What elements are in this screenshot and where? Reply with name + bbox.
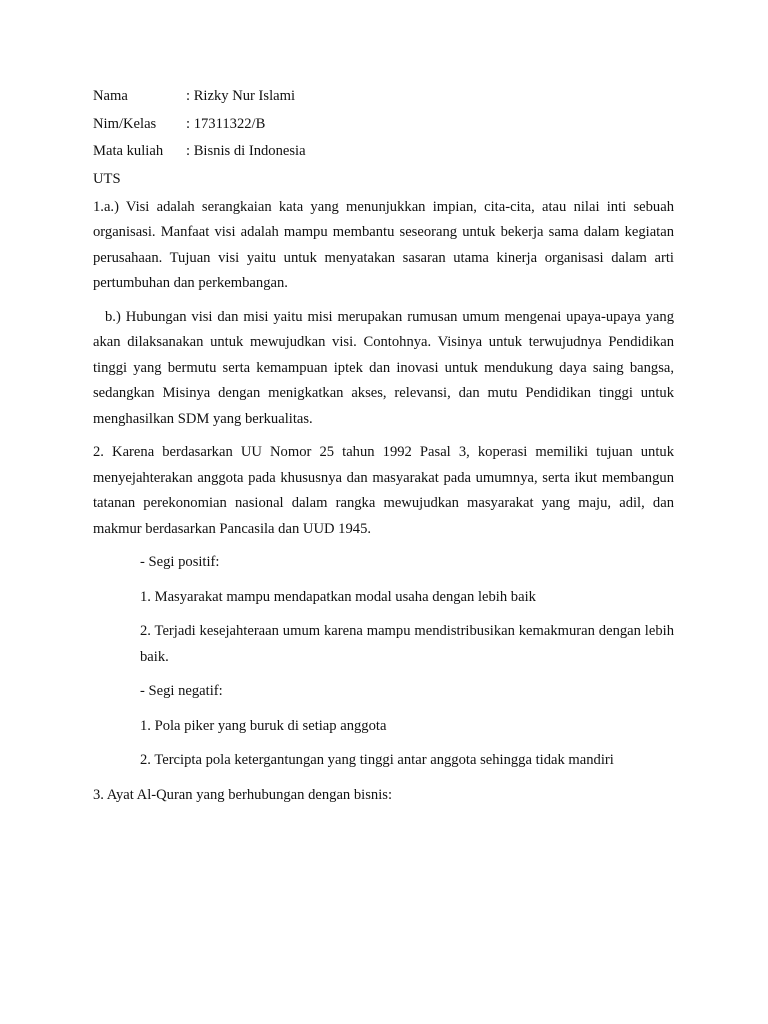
document-page bbox=[93, 86, 674, 808]
info-label: Nim/Kelas bbox=[93, 115, 157, 132]
info-label: Nama bbox=[93, 88, 128, 104]
info-label: Mata kuliah bbox=[93, 143, 164, 159]
info-value: : Bisnis di Indonesia bbox=[186, 143, 306, 159]
answer-2-points bbox=[140, 550, 674, 774]
list-item: 1. Pola piker yang buruk di setiap anggota bbox=[140, 717, 387, 734]
answer-1a: 1.a.) Visi adalah serangkaian kata yang menunjukkan impian, cita-cita, atau nilai inti sebuah organisasi. Manfaat visi adalah mampu membantu seseorang untuk bekerja sama dalam kegiatan perusahaan. Tujuan visi yaitu untuk menyatakan sasaran utama kinerja organisasi dalam arti pertumbuhan dan perkembangan. bbox=[93, 198, 674, 291]
positive-heading: - Segi positif: bbox=[140, 554, 220, 570]
list-item: 2. Terjadi kesejahteraan umum karena mampu mendistribusikan kemakmuran dengan lebih baik. bbox=[140, 623, 674, 665]
answer-2: 2. Karena berdasarkan UU Nomor 25 tahun 1992 Pasal 3, koperasi memiliki tujuan untuk menyejahterakan anggota pada khususnya dan masyarakat pada umumnya, serta ikut membangun tatanan perekonomian nasional dalam rangka mewujudkan masyarakat yang maju, adil, dan makmur berdasarkan Pancasila dan UUD 1945. bbox=[93, 444, 674, 537]
info-value: : 17311322/B bbox=[186, 115, 266, 132]
info-row-nim bbox=[93, 114, 674, 142]
list-item: 1. Masyarakat mampu mendapatkan modal usaha dengan lebih baik bbox=[140, 588, 536, 605]
info-value: : Rizky Nur Islami bbox=[186, 88, 296, 104]
answer-3: 3. Ayat Al-Quran yang berhubungan dengan bisnis: bbox=[93, 786, 392, 803]
negative-heading: - Segi negatif: bbox=[140, 683, 223, 699]
list-item: 2. Tercipta pola ketergantungan yang tinggi antar anggota sehingga tidak mandiri bbox=[140, 752, 614, 768]
answer-1b: b.) Hubungan visi dan misi yaitu misi merupakan rumusan umum mengenai upaya-upaya yang akan dilaksanakan untuk mewujudkan visi. Contohnya. Visinya untuk terwujudnya Pendidikan tinggi yang bermutu serta kemampuan iptek dan inovasi untuk mendukung daya saing bangsa, sedangkan Misinya dengan menigkatkan akses, relevansi, dan mutu Pendidikan tinggi untuk menghasilkan SDM yang berkualitas. bbox=[93, 308, 674, 427]
info-row-name bbox=[93, 86, 674, 114]
exam-title: UTS bbox=[93, 170, 121, 187]
info-row-course bbox=[93, 141, 674, 169]
student-info bbox=[93, 86, 674, 189]
